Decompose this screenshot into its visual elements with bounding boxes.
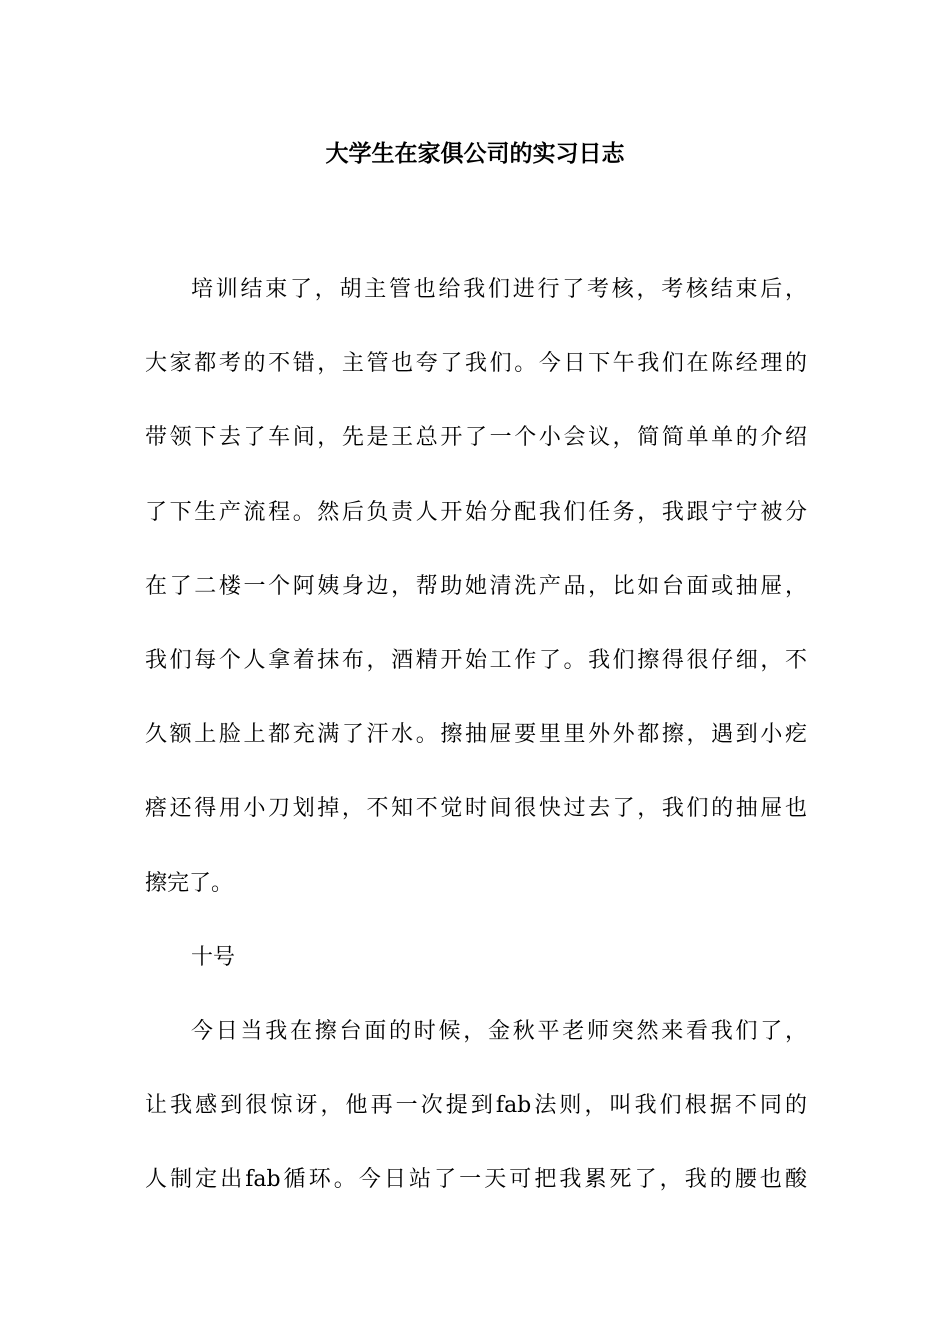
document-body <box>145 253 807 1218</box>
date-heading: 十号 <box>191 944 236 970</box>
text-line: 让我感到很惊讶，他再一次提到fab法则，叫我们根据不同的 <box>145 1093 807 1119</box>
text-line: 人制定出fab循环。今日站了一天可把我累死了，我的腰也酸 <box>145 1167 807 1193</box>
paragraph-internship-day <box>145 253 807 921</box>
text-line: 瘩还得用小刀划掉，不知不觉时间很快过去了，我们的抽屉也 <box>145 796 807 822</box>
text-line: 久额上脸上都充满了汗水。擦抽屉要里里外外都擦，遇到小疙 <box>145 722 807 748</box>
text-line: 擦完了。 <box>145 870 234 896</box>
paragraph-day-ten <box>145 995 807 1218</box>
text-line: 培训结束了，胡主管也给我们进行了考核，考核结束后， <box>191 277 807 302</box>
paragraph-date-heading <box>145 921 807 995</box>
text-line: 大家都考的不错，主管也夸了我们。今日下午我们在陈经理的 <box>145 351 807 377</box>
text-line: 我们每个人拿着抹布，酒精开始工作了。我们擦得很仔细，不 <box>145 648 807 674</box>
document-title: 大学生在家俱公司的实习日志 <box>325 141 625 167</box>
text-line: 在了二楼一个阿姨身边，帮助她清洗产品，比如台面或抽屉， <box>145 573 807 599</box>
text-line: 今日当我在擦台面的时候，金秋平老师突然来看我们了， <box>191 1019 807 1045</box>
text-line: 带领下去了车间，先是王总开了一个小会议，简简单单的介绍 <box>145 425 807 451</box>
text-line: 了下生产流程。然后负责人开始分配我们任务，我跟宁宁被分 <box>145 499 807 525</box>
